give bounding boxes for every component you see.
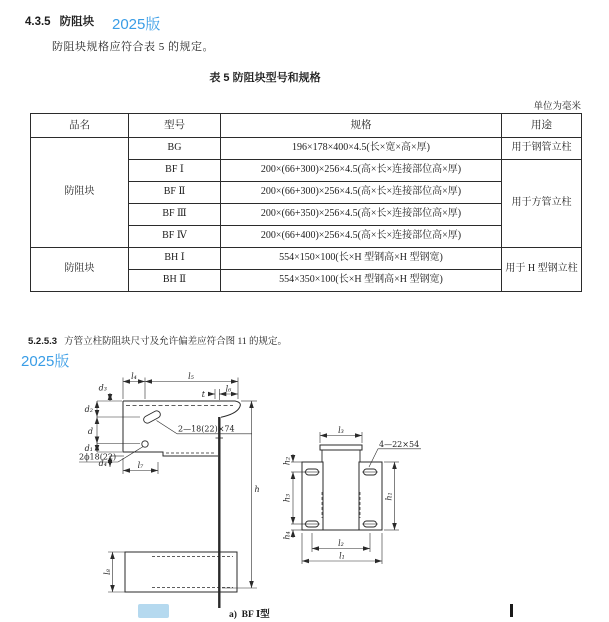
dim-label-l5: l₅ <box>188 372 194 381</box>
dim-label-h3: h₃ <box>282 493 292 503</box>
col-header-use: 用途 <box>502 114 582 138</box>
cell-spec: 200×(66+300)×256×4.5(高×长×连接部位高×厚) <box>221 160 502 182</box>
dim-label-h1: h₁ <box>384 492 394 501</box>
section-number: 4.3.5 <box>25 16 51 28</box>
dim-label-d: d <box>87 427 93 436</box>
cell-model: BF Ⅳ <box>129 226 221 248</box>
intro-paragraph: 防阻块规格应符合表 5 的规定。 <box>52 41 214 53</box>
dim-label-l8: l₈ <box>103 569 112 575</box>
clause-number: 5.2.5.3 <box>28 336 58 347</box>
section-title: 防阻块 <box>59 16 95 28</box>
dim-label-d4: d₄ <box>98 459 107 468</box>
version-badge-bottom: 2025版 <box>21 353 70 370</box>
dim-label-l6: l₆ <box>225 384 232 394</box>
dim-label-l4: l₄ <box>131 372 137 381</box>
cell-use: 用于 H 型钢立柱 <box>502 248 582 292</box>
page-mark <box>510 604 513 617</box>
dim-label-l7: l₇ <box>137 461 144 470</box>
dim-label-h: h <box>254 485 260 494</box>
cell-spec: 554×150×100(长×H 型钢高×H 型钢宽) <box>221 248 502 270</box>
cell-group-name: 防阻块 <box>31 138 129 248</box>
cell-model: BF Ⅱ <box>129 182 221 204</box>
cell-spec: 200×(66+400)×256×4.5(高×长×连接部位高×厚) <box>221 226 502 248</box>
cell-spec: 200×(66+300)×256×4.5(高×长×连接部位高×厚) <box>221 182 502 204</box>
col-header-model: 型号 <box>129 114 221 138</box>
cell-spec: 554×350×100(长×H 型钢高×H 型钢宽) <box>221 270 502 292</box>
bolt-hole <box>142 441 148 447</box>
side-view-labels <box>79 372 260 494</box>
hole-callout: 2ϕ18(22) <box>79 452 117 462</box>
figure-caption: a) BF Ⅰ型 <box>229 610 270 620</box>
dim-label-l2: l₂ <box>338 539 344 548</box>
dim-label-d3: d₃ <box>98 383 107 393</box>
cell-spec: 196×178×400×4.5(长×宽×高×厚) <box>221 138 502 160</box>
dim-label-l1: l₁ <box>339 551 345 561</box>
col-header-name: 品名 <box>31 114 129 138</box>
cell-spec: 200×(66+350)×256×4.5(高×长×连接部位高×厚) <box>221 204 502 226</box>
table-caption: 表 5 防阻块型号和规格 <box>209 72 321 84</box>
unit-note: 单位为毫米 <box>533 102 581 112</box>
col-header-spec: 规格 <box>221 114 502 138</box>
clause-text: 方管立柱防阻块尺寸及允许偏差应符合图 11 的规定。 <box>64 337 287 347</box>
dim-label-t: t <box>201 390 205 399</box>
version-badge-top: 2025版 <box>112 16 161 33</box>
cell-model: BG <box>129 138 221 160</box>
cell-model: BH Ⅱ <box>129 270 221 292</box>
front-view-dimensions <box>291 432 421 564</box>
dim-label-h4: h₄ <box>282 531 292 540</box>
front-slot-callout: 4—22×54 <box>379 440 420 449</box>
dim-label-h2: h₂ <box>282 456 292 466</box>
cell-use: 用于钢管立柱 <box>502 138 582 160</box>
dim-label-d2: d₂ <box>84 405 93 414</box>
cell-model: BH Ⅰ <box>129 248 221 270</box>
dim-label-l3: l₃ <box>338 426 344 435</box>
cell-model: BF Ⅰ <box>129 160 221 182</box>
front-view-labels <box>283 426 420 561</box>
cell-group-name: 防阻块 <box>31 248 129 292</box>
cell-model: BF Ⅲ <box>129 204 221 226</box>
front-slot-holes <box>306 469 377 527</box>
slot-callout: 2—18(22)×74 <box>178 424 235 434</box>
highlight-fragment <box>138 604 169 618</box>
cell-use: 用于方管立柱 <box>502 160 582 248</box>
dim-label-d1: d₁ <box>84 444 93 453</box>
front-view <box>302 445 382 530</box>
